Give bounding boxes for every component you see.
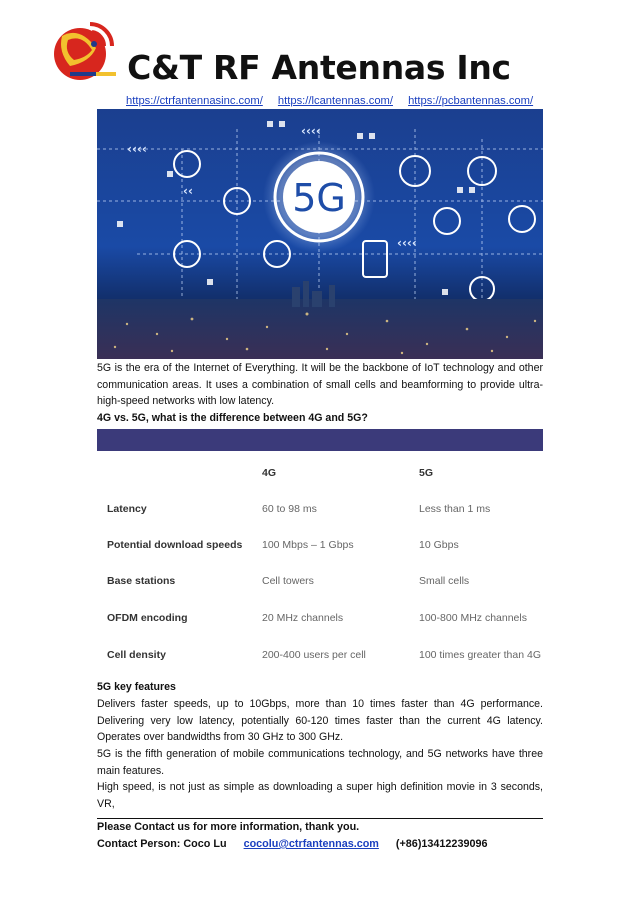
row-label-base-stations: Base stations: [107, 575, 176, 587]
svg-text:‹‹‹‹: ‹‹‹‹: [397, 236, 417, 250]
row-value-5g: Small cells: [419, 575, 470, 587]
4g-vs-5g-table: [97, 429, 543, 677]
row-label-cell-density: Cell density: [107, 649, 166, 661]
svg-text:‹‹: ‹‹: [183, 184, 193, 198]
features-heading: 5G key features: [97, 681, 176, 693]
website-link-ctrf[interactable]: https://ctrfantennasinc.com/: [126, 95, 263, 107]
row-label-download-speeds: Potential download speeds: [107, 539, 243, 551]
column-header-4g: 4G: [262, 467, 277, 479]
row-label-ofdm: OFDM encoding: [107, 612, 188, 624]
features-paragraph-2: 5G is the fifth generation of mobile communications technology, and 5G networks have three main features.: [97, 748, 543, 777]
website-link-lc[interactable]: https://lcantennas.com/: [277, 95, 393, 107]
svg-text:‹‹‹‹: ‹‹‹‹: [301, 124, 321, 138]
row-value-5g: Less than 1 ms: [419, 503, 491, 515]
footer-contact-person: [97, 838, 487, 850]
row-value-4g: 60 to 98 ms: [262, 503, 317, 515]
website-links: [126, 95, 545, 107]
row-value-5g: 100-800 MHz channels: [419, 612, 527, 624]
features-paragraph-3: High speed, is not just as simple as downloading a super high definition movie in 3 seconds, VR,: [97, 781, 543, 810]
column-header-5g: 5G: [419, 467, 434, 479]
contact-phone: (+86)13412239096: [395, 838, 488, 850]
features-paragraph-1: Delivers faster speeds, up to 10Gbps, more than 10 times faster than 4G performance. Delivering very low latency, potentially 60-120 times faster than the current 4G latency. Operates over bandwidths from 30 GHz to 300 GHz.: [97, 698, 543, 744]
row-value-4g: 200-400 users per cell: [262, 649, 366, 661]
5g-badge-text: 5G: [292, 176, 346, 220]
contact-person-label: Contact Person: Coco Lu: [97, 838, 227, 850]
intro-paragraph: 5G is the era of the Internet of Everything. It will be the backbone of IoT technology and other communication areas. It uses a combination of small cells and beamforming to provide ultra-high-speed networks with low latency.: [97, 362, 543, 408]
contact-email-link[interactable]: cocolu@ctrfantennas.com: [243, 838, 379, 850]
website-link-pcb[interactable]: https://pcbantennas.com/: [408, 95, 534, 107]
company-title: C&T RF Antennas Inc: [127, 48, 511, 87]
row-value-4g: Cell towers: [262, 575, 314, 587]
row-value-4g: 100 Mbps – 1 Gbps: [262, 539, 354, 551]
row-value-5g: 10 Gbps: [419, 539, 459, 551]
svg-text:‹‹‹‹: ‹‹‹‹: [127, 142, 147, 156]
row-label-latency: Latency: [107, 503, 147, 515]
comparison-question: 4G vs. 5G, what is the difference between 4G and 5G?: [97, 412, 368, 424]
5g-network-illustration: [97, 109, 543, 359]
table-header-bar: [97, 429, 543, 451]
row-value-4g: 20 MHz channels: [262, 612, 344, 624]
footer-divider: [97, 818, 543, 819]
row-value-5g: 100 times greater than 4G: [419, 649, 541, 661]
footer-contact-line: Please Contact us for more information, thank you.: [97, 821, 360, 833]
